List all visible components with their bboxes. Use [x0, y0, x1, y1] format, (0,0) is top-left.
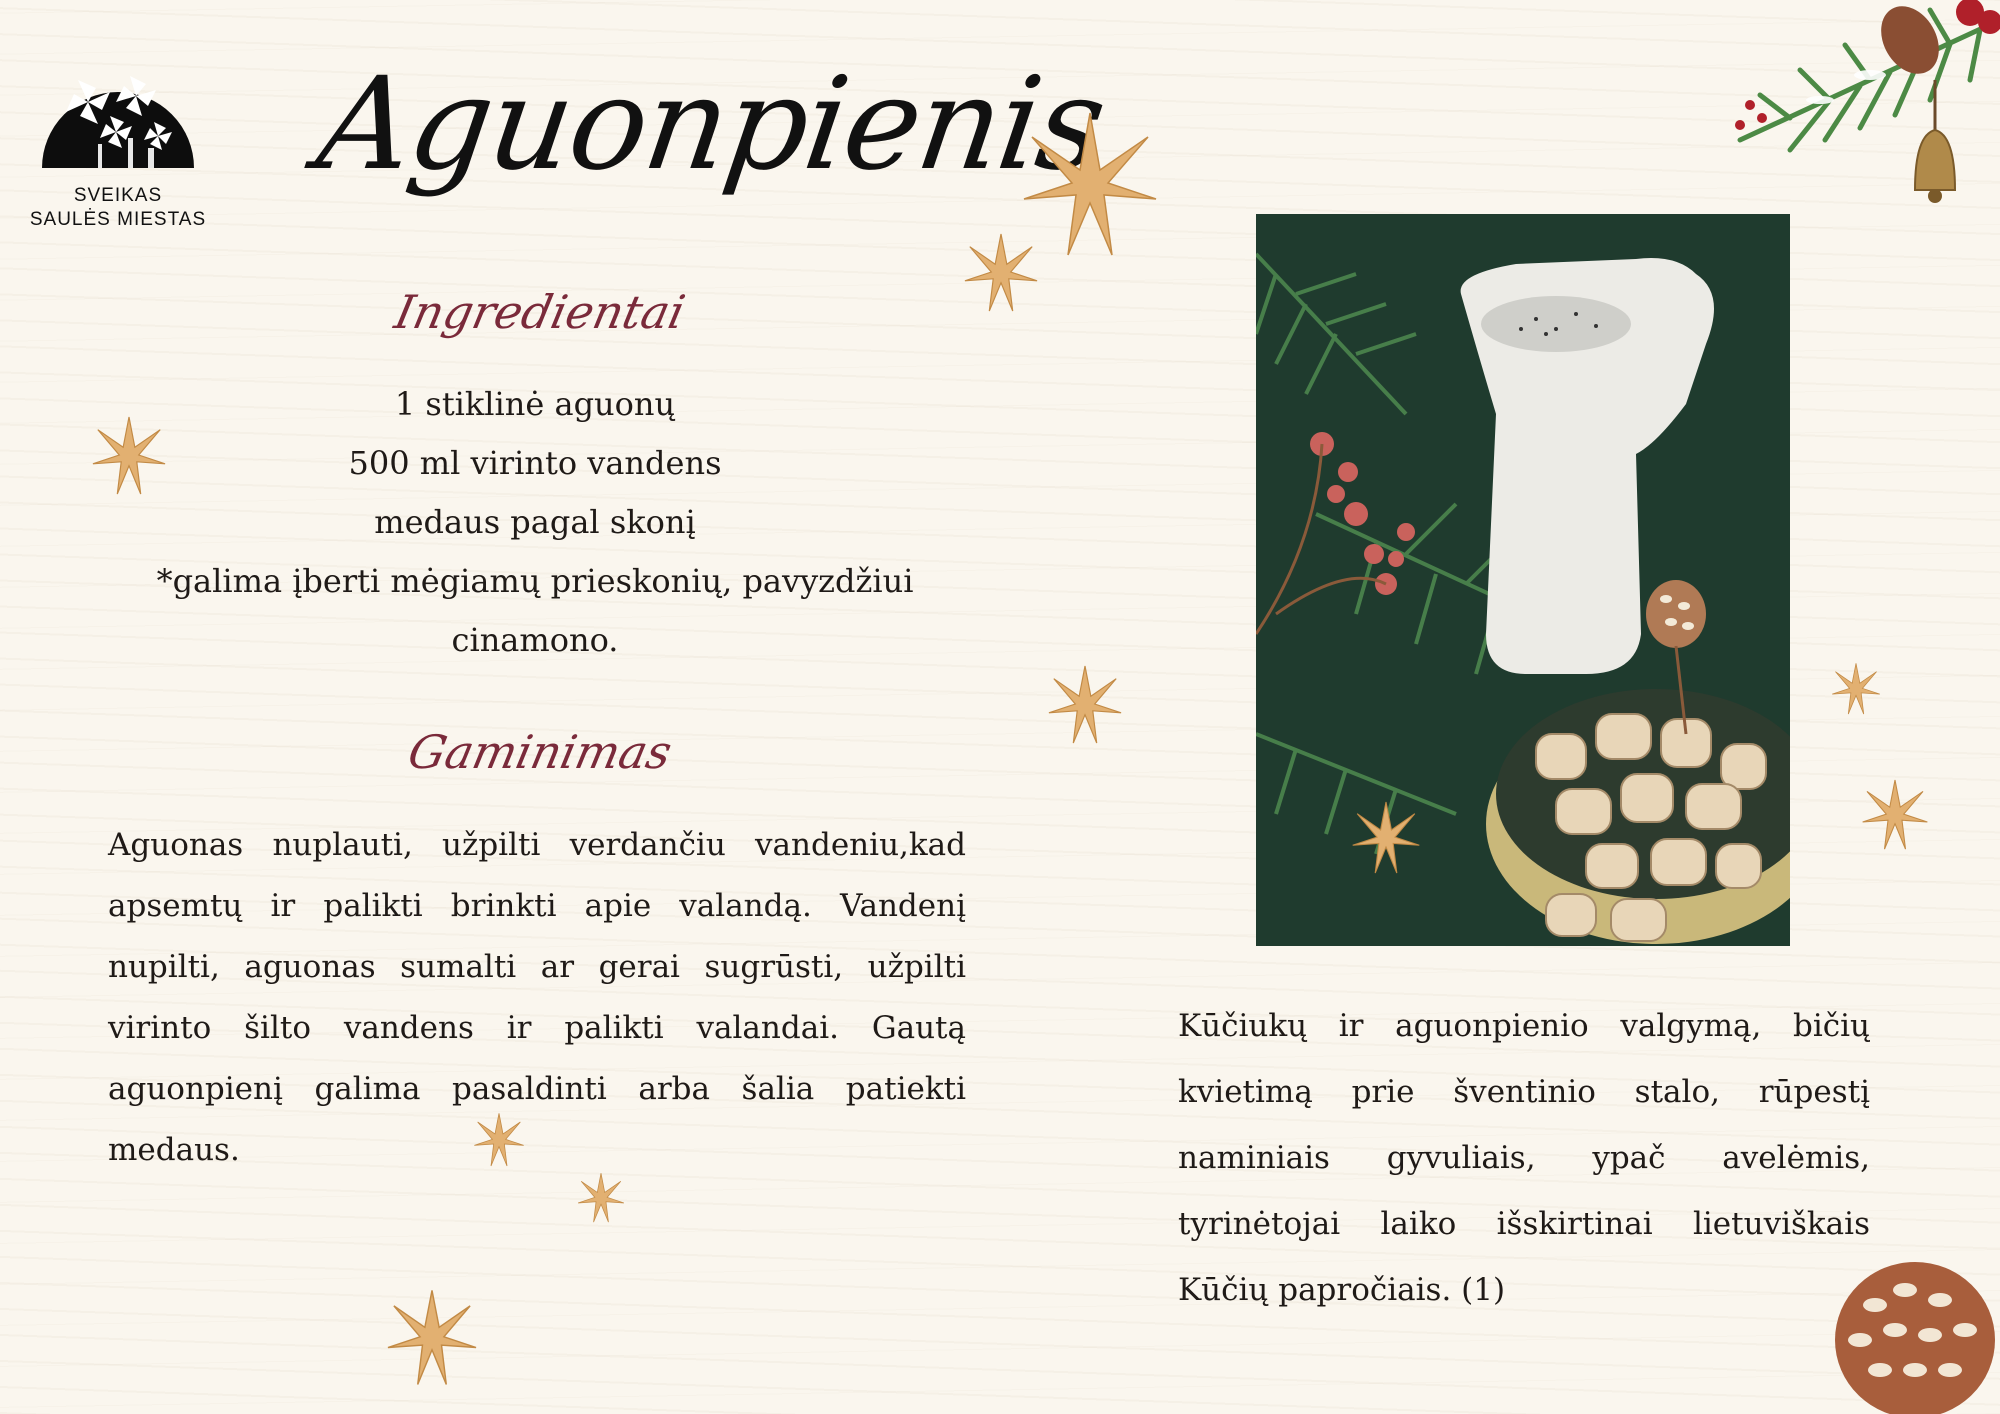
method-text: Aguonas nuplauti, užpilti verdančiu vandeniu,kad apsemtų ir palikti brinkti apie valandą. Vandenį nupilti, aguonas sumalti ar gerai sugrūsti, užpilti virinto šilto vandens ir palikti valandai. Gautą aguonpienį galima pasaldinti arba šalia patiekti medaus.	[108, 827, 966, 1168]
star-icon	[1020, 110, 1160, 260]
ingredients-heading: Ingredientai	[390, 285, 690, 339]
star-icon	[384, 1288, 480, 1388]
pine-branch-icon	[1680, 0, 2000, 230]
recipe-photo	[1256, 214, 1790, 946]
star-icon	[962, 232, 1040, 314]
star-icon	[1830, 662, 1882, 716]
ingredient-item: *galima įberti mėgiamų prieskonių, pavyzdžiui	[156, 562, 914, 600]
star-icon	[1860, 778, 1930, 852]
pine-cone-icon	[1815, 1245, 2000, 1414]
page-title: Aguonpienis	[309, 50, 1113, 199]
star-icon	[90, 415, 168, 497]
star-icon	[576, 1172, 626, 1224]
ingredient-item: medaus pagal skonį	[374, 503, 696, 541]
ingredients-list	[100, 375, 970, 670]
star-icon	[472, 1112, 526, 1168]
ingredient-item: 1 stiklinė aguonų	[394, 385, 676, 423]
tradition-note: Kūčiukų ir aguonpienio valgymą, bičių kvietimą prie šventinio stalo, rūpestį naminiais gyvuliais, ypač avelėmis, tyrinėtojai laiko išskirtinai lietuviškais Kūčių papročiais. (1)	[1178, 1008, 1870, 1308]
logo-line-1: SVEIKAS	[73, 185, 163, 206]
ingredient-item: 500 ml virinto vandens	[348, 444, 722, 482]
logo	[28, 40, 208, 232]
method-heading: Gaminimas	[403, 725, 677, 779]
star-icon	[1046, 664, 1124, 746]
logo-line-2: SAULĖS MIESTAS	[29, 209, 207, 230]
ingredient-item: cinamono.	[451, 621, 619, 659]
pinwheel-logo-icon	[38, 40, 198, 178]
star-icon	[1350, 800, 1422, 876]
